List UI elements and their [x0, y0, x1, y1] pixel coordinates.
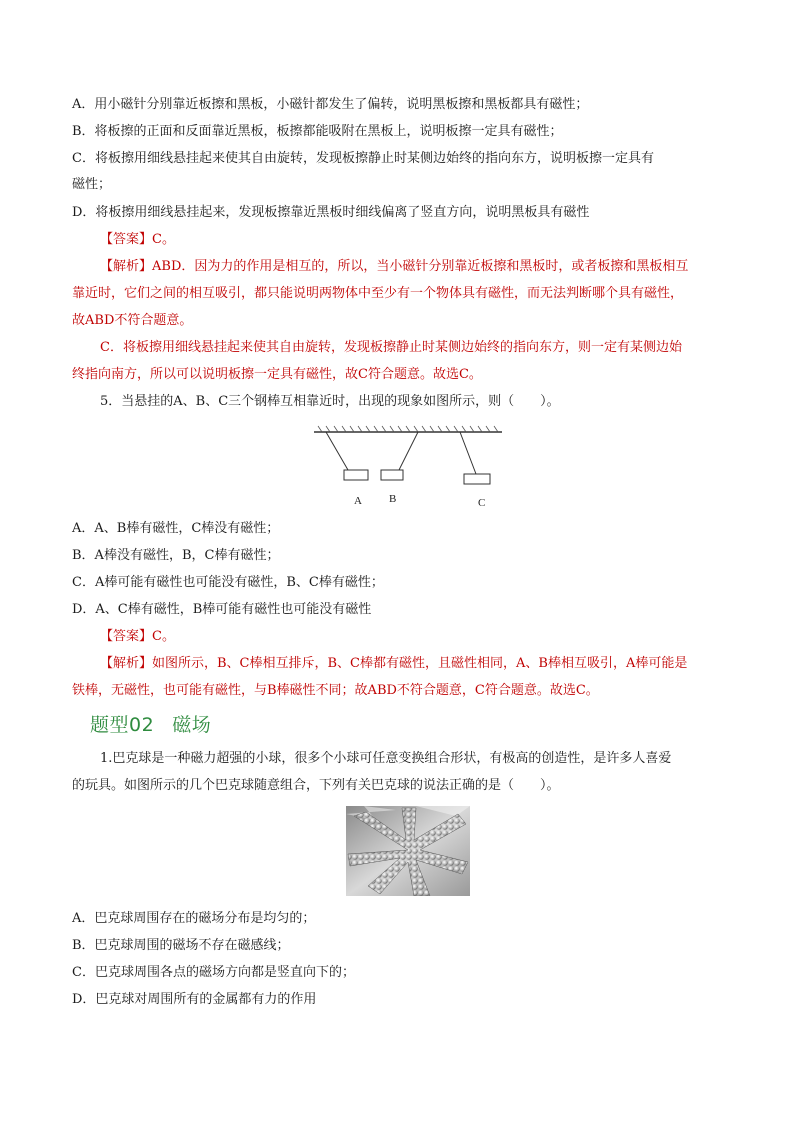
q4-option-c-line2: 磁性；: [72, 177, 112, 192]
q5-stem: 5．当悬挂的A、B、C三个钢棒互相靠近时，出现的现象如图所示，则（ ）。: [100, 394, 560, 409]
section-number: 02: [129, 714, 155, 736]
rod-label-c: C: [478, 497, 486, 509]
q4-option-a: A．用小磁针分别靠近板擦和黑板，小磁针都发生了偏转，说明黑板擦和黑板都具有磁性；: [72, 97, 589, 112]
q1-stem-line2: 的玩具。如图所示的几个巴克球随意组合，下列有关巴克球的说法正确的是（ ）。: [72, 778, 560, 793]
q1-option-d: D．巴克球对周围所有的金属都有力的作用: [72, 992, 317, 1007]
q4-analysis-line1: 【解析】ABD．因为力的作用是相互的，所以，当小磁针分别靠近板擦和黑板时，或者板擦和黑板相互: [100, 259, 689, 274]
q5-option-a: A．A、B棒有磁性，C棒没有磁性；: [72, 521, 280, 536]
q1-option-a: A．巴克球周围存在的磁场分布是均匀的；: [72, 911, 316, 926]
steel-rods-figure: [312, 424, 512, 514]
q5-analysis-line1: 【解析】如图所示，B、C棒相互排斥，B、C棒都有磁性，且磁性相同，A、B棒相互吸引，A棒可能是: [100, 656, 688, 671]
q4-answer: 【答案】C。: [100, 232, 175, 247]
q4-analysis-line3: 故ABD不符合题意。: [72, 313, 193, 328]
section-name: 磁场: [172, 714, 212, 736]
bucky-balls-photo: [346, 806, 470, 896]
q1-option-c: C．巴克球周围各点的磁场方向都是竖直向下的；: [72, 965, 355, 980]
q5-option-d: D．A、C棒有磁性，B棒可能有磁性也可能没有磁性: [72, 602, 372, 617]
q5-option-c: C．A棒可能有磁性也可能没有磁性，B、C棒有磁性；: [72, 575, 384, 590]
q1-option-b: B．巴克球周围的磁场不存在磁感线；: [72, 938, 290, 953]
q4-analysis-line5: 终指向南方，所以可以说明板擦一定具有磁性，故C符合题意。故选C。: [72, 367, 482, 382]
q4-analysis-line2: 靠近时，它们之间的相互吸引，都只能说明两物体中至少有一个物体具有磁性，而无法判断哪个具有磁性，: [72, 286, 684, 301]
rod-label-a: A: [354, 495, 362, 507]
q1-stem-line1: 1.巴克球是一种磁力超强的小球，很多个小球可任意变换组合形状，有极高的创造性，是许多人喜爱: [100, 751, 672, 766]
q5-answer: 【答案】C。: [100, 629, 175, 644]
q4-option-b: B．将板擦的正面和反面靠近黑板，板擦都能吸附在黑板上，说明板擦一定具有磁性；: [72, 124, 563, 139]
q5-analysis-line2: 铁棒，无磁性，也可能有磁性，与B棒磁性不同；故ABD不符合题意，C符合题意。故选C。: [72, 683, 599, 698]
rod-label-b: B: [389, 493, 397, 505]
q4-analysis-line4: C．将板擦用细线悬挂起来使其自由旋转，发现板擦静止时某侧边始终的指向东方，则一定有某侧边始: [100, 340, 682, 355]
q5-option-b: B．A棒没有磁性，B，C棒有磁性；: [72, 548, 280, 563]
section-heading: [90, 710, 211, 737]
q4-option-d: D．将板擦用细线悬挂起来，发现板擦靠近黑板时细线偏离了竖直方向，说明黑板具有磁性: [72, 205, 590, 220]
q4-option-c-line1: C．将板擦用细线悬挂起来使其自由旋转，发现板擦静止时某侧边始终的指向东方，说明板擦一定具有: [72, 151, 654, 166]
section-label: 题型: [90, 714, 130, 736]
